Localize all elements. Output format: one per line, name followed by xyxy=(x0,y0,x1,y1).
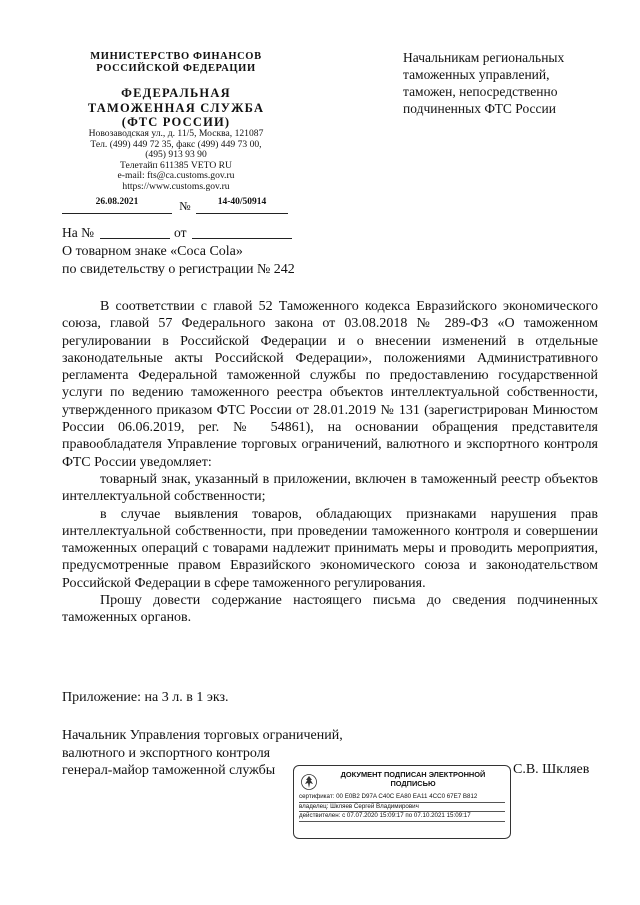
email-line: e-mail: fts@ca.customs.gov.ru xyxy=(117,170,235,182)
addressee-line: таможен, непосредственно xyxy=(403,84,558,99)
reference-number-label: На № xyxy=(62,225,94,240)
registration-date: 26.08.2021 xyxy=(62,197,172,214)
subject-line: по свидетельству о регистрации № 242 xyxy=(62,261,295,277)
stamp-validity: действителен: с 07.07.2020 15:09:17 по 07.10.2021 15:09:17 xyxy=(299,812,505,822)
coat-of-arms-icon xyxy=(300,773,318,791)
service-line: ТАМОЖЕННАЯ СЛУЖБА xyxy=(87,100,265,115)
stamp-title-line: ДОКУМЕНТ ПОДПИСАН ЭЛЕКТРОННОЙ xyxy=(340,770,486,779)
stamp-title xyxy=(322,771,504,789)
phone-line: Тел. (499) 449 72 35, факс (499) 449 73 00, xyxy=(90,138,262,150)
phone-line: (495) 913 93 90 xyxy=(145,149,207,161)
subject-line: О товарном знаке «Coca Cola» xyxy=(62,244,243,259)
reference-date-blank xyxy=(192,225,292,239)
attachment-note: Приложение: на 3 л. в 1 экз. xyxy=(62,690,229,705)
signer-line: генерал-майор таможенной службы xyxy=(62,763,276,778)
electronic-signature-stamp xyxy=(293,765,511,839)
body-paragraph: в случае выявления товаров, обладающих признаками нарушения прав интеллектуальной собственности, при проведении таможенного контроля и совершении таможенных операций с товарами надлежит принимать меры и проводить мероприятия, предусмотренные правом Евразийского экономического союза и законодательством Российской Федерации в сфере таможенного регулирования. xyxy=(62,506,598,591)
letter-body xyxy=(62,298,598,627)
stamp-details xyxy=(299,793,505,822)
contact-block xyxy=(58,129,294,193)
service-line: ФЕДЕРАЛЬНАЯ xyxy=(121,86,231,100)
teletype-line: Телетайп 611385 VETO RU xyxy=(120,159,232,171)
number-sign: № xyxy=(179,199,191,213)
letter-subject xyxy=(62,243,362,278)
stamp-certificate: сертификат: 00 E0B2 D97A C40C EA80 EA11 4CC0 67E7 B812 xyxy=(299,793,505,803)
registration-number: 14-40/50914 xyxy=(196,197,288,214)
signer-name: С.В. Шкляев xyxy=(513,762,590,777)
reference-date-label: от xyxy=(174,225,187,240)
reference-number-blank xyxy=(100,225,170,239)
service-name xyxy=(58,86,294,130)
body-paragraph: товарный знак, указанный в приложении, включен в таможенный реестр объектов интеллектуальной собственности; xyxy=(62,471,598,505)
addressee-line: таможенных управлений, xyxy=(403,67,550,82)
body-paragraph: В соответствии с главой 52 Таможенного кодекса Евразийского экономического союза, главой 57 Федерального закона от 03.08.2018 № 289-ФЗ «О таможенном регулировании в Российской Федерации и о внесении изменений в отдельные законодательные акты Российской Федерации», положениями Административного регламента Федеральной таможенной службы по предоставлению государственной услуги по ведению таможенного реестра объектов интеллектуальной собственности, утвержденного приказом ФТС России от 28.01.2019 № 131 (зарегистрирован Минюстом России 06.06.2019, рег. № 54861), на основании обращения представителя правообладателя Управление торговых ограничений, валютного и экспортного контроля ФТС России уведомляет: xyxy=(62,299,598,470)
ministry-line: МИНИСТЕРСТВО ФИНАНСОВ xyxy=(90,51,262,62)
stamp-title-line: ПОДПИСЬЮ xyxy=(390,778,436,788)
addressee-line: подчиненных ФТС России xyxy=(403,101,556,116)
addressee-block xyxy=(403,49,613,117)
body-paragraph: Прошу довести содержание настоящего письма до сведения подчиненных таможенных органов. xyxy=(62,593,598,626)
signer-line: Начальник Управления торговых ограничений, xyxy=(62,728,343,743)
address-line: Новозаводская ул., д. 11/5, Москва, 121087 xyxy=(88,128,264,139)
website-line: https://www.customs.gov.ru xyxy=(122,180,230,192)
service-line: (ФТС РОССИИ) xyxy=(121,115,231,129)
stamp-owner: владелец: Шкляев Сергей Владимирович xyxy=(299,803,505,813)
reference-line xyxy=(62,225,302,241)
ministry-line: РОССИЙСКОЙ ФЕДЕРАЦИИ xyxy=(96,63,256,74)
signer-line: валютного и экспортного контроля xyxy=(62,745,271,761)
ministry-name xyxy=(58,51,294,75)
addressee-line: Начальникам региональных xyxy=(403,50,565,65)
